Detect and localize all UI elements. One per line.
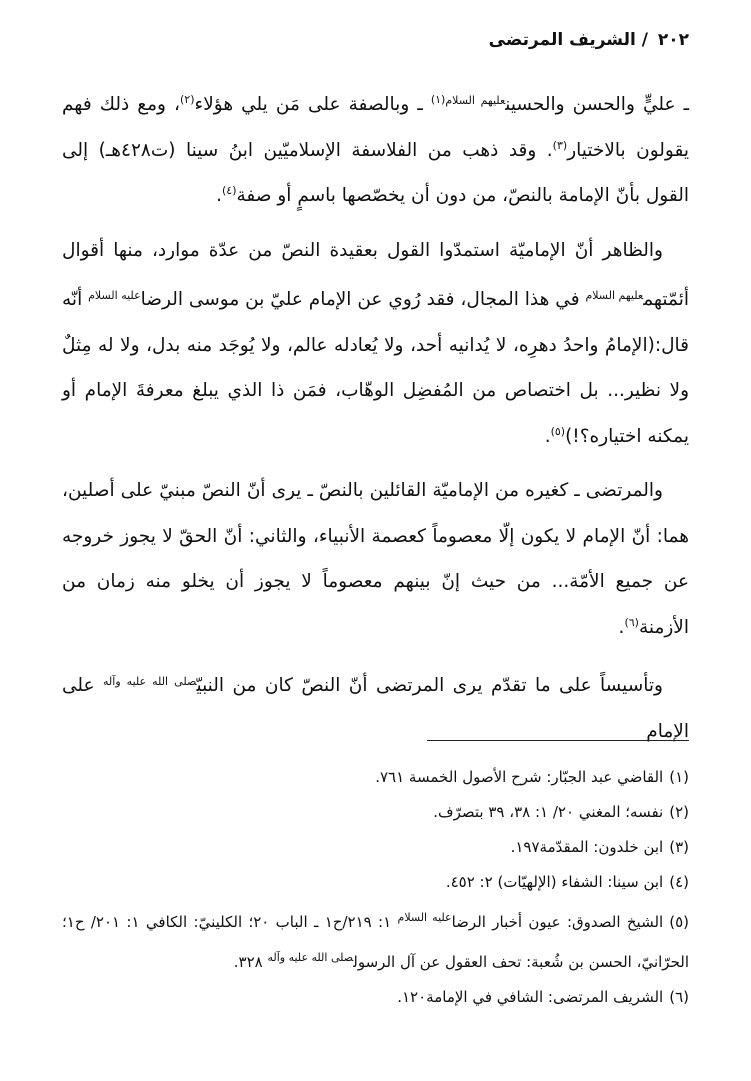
footnote-ref-4[interactable]: (٤): [221, 184, 237, 197]
footnote-ref-1[interactable]: (١): [430, 93, 446, 106]
text-span: والمرتضى ـ كغيره من الإماميّة القائلين بالنصّ ـ يرى أنّ النصّ مبنيّ على أصلين، هما: أنّ الإمام لا يكون إلّا معصوماً كعصمة الأنبياء، والثاني: أنّ الحقّ لا يجوز خروجه عن جميع الأمّة... من حيث إنّ بينهم معصوماً لا يجوز أن يخلو منه زمان من الأزمنة: [62, 480, 689, 638]
footnote-number: (٤): [669, 873, 689, 891]
footnote-text: ٣٢٨.: [233, 953, 268, 971]
footnote-text: الشيخ الصدوق: عيون أخبار الرضا: [451, 913, 664, 931]
footnote-ref-5[interactable]: (٥): [550, 424, 566, 438]
footnote-text: الشريف المرتضى: الشافي في الإمامة١٢٠.: [397, 988, 664, 1006]
footnote-text: ابن خلدون: المقدّمة١٩٧.: [510, 838, 664, 856]
footnote-1: [62, 760, 689, 795]
footnote-ref-2[interactable]: (٢): [180, 93, 195, 106]
footnote-text: ١: ٢١٩/ح١ ـ الباب ٢٠؛ الكلينيّ: الكافي ١: ٢٠١/ ح١؛ الحرّانيّ، الحسن بن شُعبة: تحف العقول عن آل الرسول: [62, 913, 689, 971]
text-span: . وقد ذهب من الفلاسفة الإسلاميّين ابنُ سينا (ت٤٢٨هـ) إلى القول بأنّ الإمامة بالنصّ، من دون أن يخصّصها باسمٍ أو صفة: [62, 139, 689, 206]
honorific-glyph: عليهم السلام: [445, 94, 506, 107]
paragraph-2: [62, 228, 689, 460]
text-span: .: [216, 185, 222, 206]
footnote-2: [62, 795, 689, 830]
header-separator: /: [641, 30, 648, 50]
honorific-glyph: صلى الله عليه وآله: [103, 675, 197, 688]
footnote-ref-6[interactable]: (٦): [624, 615, 639, 629]
footnote-divider: [427, 740, 689, 741]
text-span: في هذا المجال، فقد رُوي عن الإمام عليّ بن موسى الرضا: [140, 289, 586, 310]
text-span: وتأسيساً على ما تقدّم يرى المرتضى أنّ النصّ كان من النبيّ: [196, 675, 663, 696]
running-title: الشريف المرتضى: [488, 30, 636, 50]
text-span: ـ عليٍّ والحسن والحسين: [505, 94, 690, 115]
honorific-glyph: عليه السلام: [397, 911, 452, 924]
footnote-3: [62, 830, 689, 865]
footnote-number: (٢): [669, 803, 689, 821]
text-span: ، ومع ذلك فهم يقولون بالاختيار: [62, 94, 689, 161]
running-header: [489, 30, 689, 50]
page-number: ٢٠٢: [657, 30, 689, 50]
main-text: [62, 78, 689, 763]
footnote-number: (٣): [669, 838, 689, 856]
footnote-text: القاضي عبد الجبّار: شرح الأصول الخمسة ٧٦١.: [375, 768, 664, 786]
footnote-text: نفسه؛ المغني ٢٠/ ١: ٣٨، ٣٩ بتصرّف.: [433, 803, 664, 821]
footnotes: [62, 760, 689, 1015]
text-span: أنّه قال:(الإمامُ واحدُ دهرِه، لا يُدانيه أحد، ولا يُعادله عالم، ولا يُوجَد منه بدل، ولا له مِثلٌ ولا نظير... بل اختصاص من المُفضِل الوهّاب، فمَن ذا الذي يبلغ معرفةَ الإمام أو يمكنه اختياره؟!): [62, 289, 689, 447]
text-span: ـ وبالصفة على مَن يلي هؤلاء: [194, 94, 431, 115]
footnote-ref-3[interactable]: (٣): [552, 138, 568, 152]
paragraph-3: [62, 468, 689, 650]
footnote-number: (١): [669, 768, 689, 786]
paragraph-1: [62, 78, 689, 219]
footnote-number: (٥): [669, 913, 689, 931]
text-span: .: [544, 425, 551, 447]
footnote-5: [62, 900, 689, 980]
honorific-glyph: صلى الله عليه وآله: [267, 951, 354, 964]
honorific-glyph: عليه السلام: [88, 289, 141, 302]
footnote-number: (٦): [669, 988, 689, 1006]
text-span: على الإمام: [62, 675, 689, 742]
footnote-4: [62, 865, 689, 900]
footnote-text: ابن سينا: الشفاء (الإلهيّات) ٢: ٤٥٢.: [445, 873, 664, 891]
honorific-glyph: عليهم السلام: [585, 289, 644, 302]
footnote-6: [62, 980, 689, 1015]
text-span: .: [618, 616, 625, 638]
text-span: والظاهر أنّ الإماميّة استمدّوا القول بعقيدة النصّ من عدّة موارد، منها أقوال أئمّتهم: [62, 239, 689, 310]
